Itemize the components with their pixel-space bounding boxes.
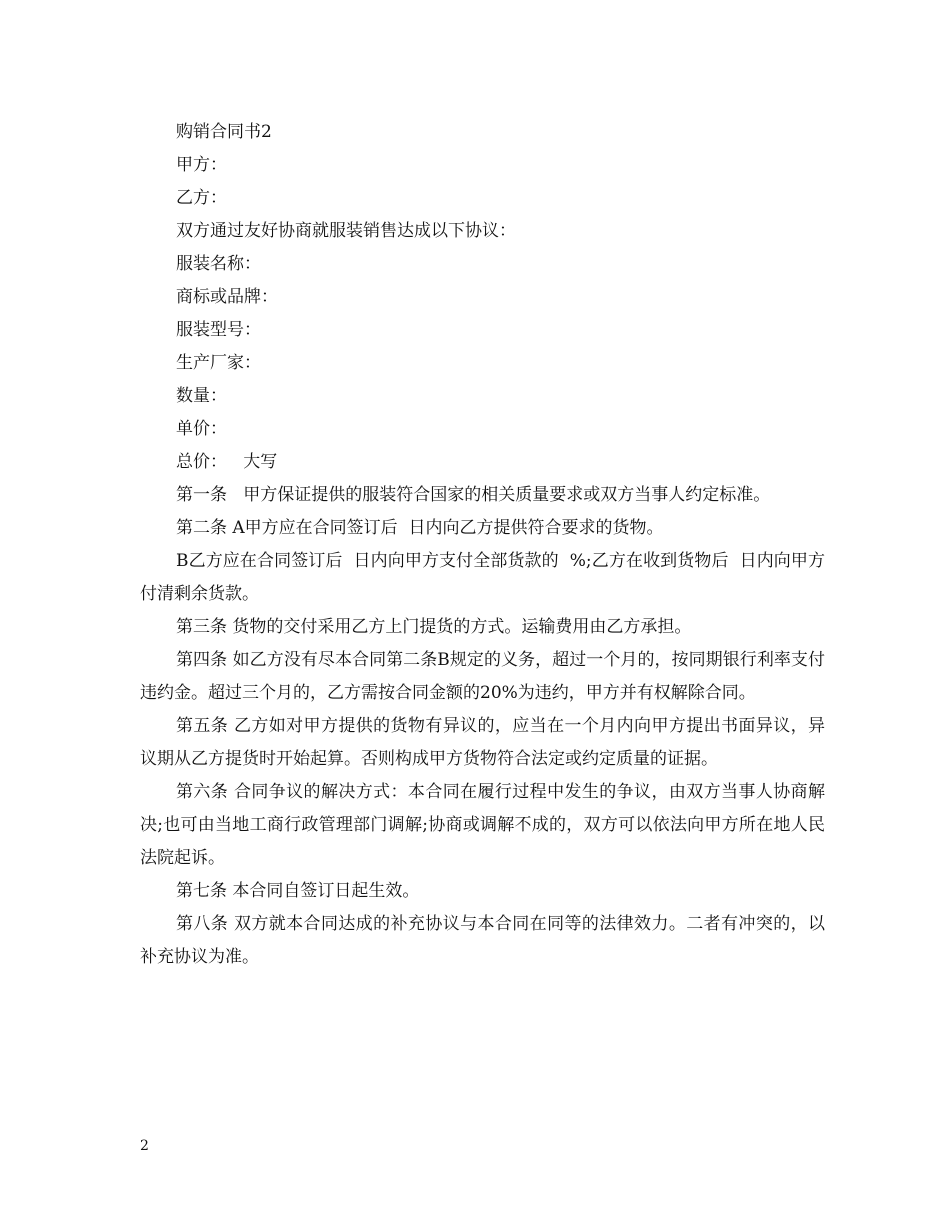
field-unit-price: 单价： <box>176 419 227 439</box>
agreement-intro: 双方通过友好协商就服装销售达成以下协议： <box>176 221 516 241</box>
contract-title: 购销合同书2 <box>176 122 272 142</box>
document-body <box>140 116 825 974</box>
page-number: 2 <box>140 1138 149 1154</box>
article-5: 第五条 乙方如对甲方提供的货物有异议的，应当在一个月内向甲方提出书面异议，异议期从乙方提货时开始起算。否则构成甲方货物符合法定或约定质量的证据。 <box>140 716 825 769</box>
party-b-line: 乙方： <box>176 188 227 208</box>
field-manufacturer: 生产厂家： <box>176 353 261 373</box>
article-6: 第六条 合同争议的解决方式：本合同在履行过程中发生的争议，由双方当事人协商解决;也可由当地工商行政管理部门调解;协商或调解不成的，双方可以依法向甲方所在地人民法院起诉。 <box>140 782 825 868</box>
article-1: 第一条 甲方保证提供的服装符合国家的相关质量要求或双方当事人约定标准。 <box>176 485 771 505</box>
party-a-line: 甲方： <box>176 155 227 175</box>
field-quantity: 数量： <box>176 386 227 406</box>
article-3: 第三条 货物的交付采用乙方上门提货的方式。运输费用由乙方承担。 <box>176 617 692 637</box>
field-model: 服装型号： <box>176 320 261 340</box>
field-garment-name: 服装名称： <box>176 254 261 274</box>
article-8: 第八条 双方就本合同达成的补充协议与本合同在同等的法律效力。二者有冲突的，以补充协议为准。 <box>140 914 825 967</box>
article-2b: B乙方应在合同签订后 日内向甲方支付全部货款的 %;乙方在收到货物后 日内向甲方付清剩余货款。 <box>140 551 825 604</box>
article-2a: 第二条 A甲方应在合同签订后 日内向乙方提供符合要求的货物。 <box>176 518 664 538</box>
article-7: 第七条 本合同自签订日起生效。 <box>176 881 420 901</box>
field-total-price: 总价： 大写 <box>176 452 278 472</box>
article-4: 第四条 如乙方没有尽本合同第二条B规定的义务，超过一个月的，按同期银行利率支付违约金。超过三个月的，乙方需按合同金额的20%为违约，甲方并有权解除合同。 <box>140 650 825 703</box>
field-brand: 商标或品牌： <box>176 287 278 307</box>
